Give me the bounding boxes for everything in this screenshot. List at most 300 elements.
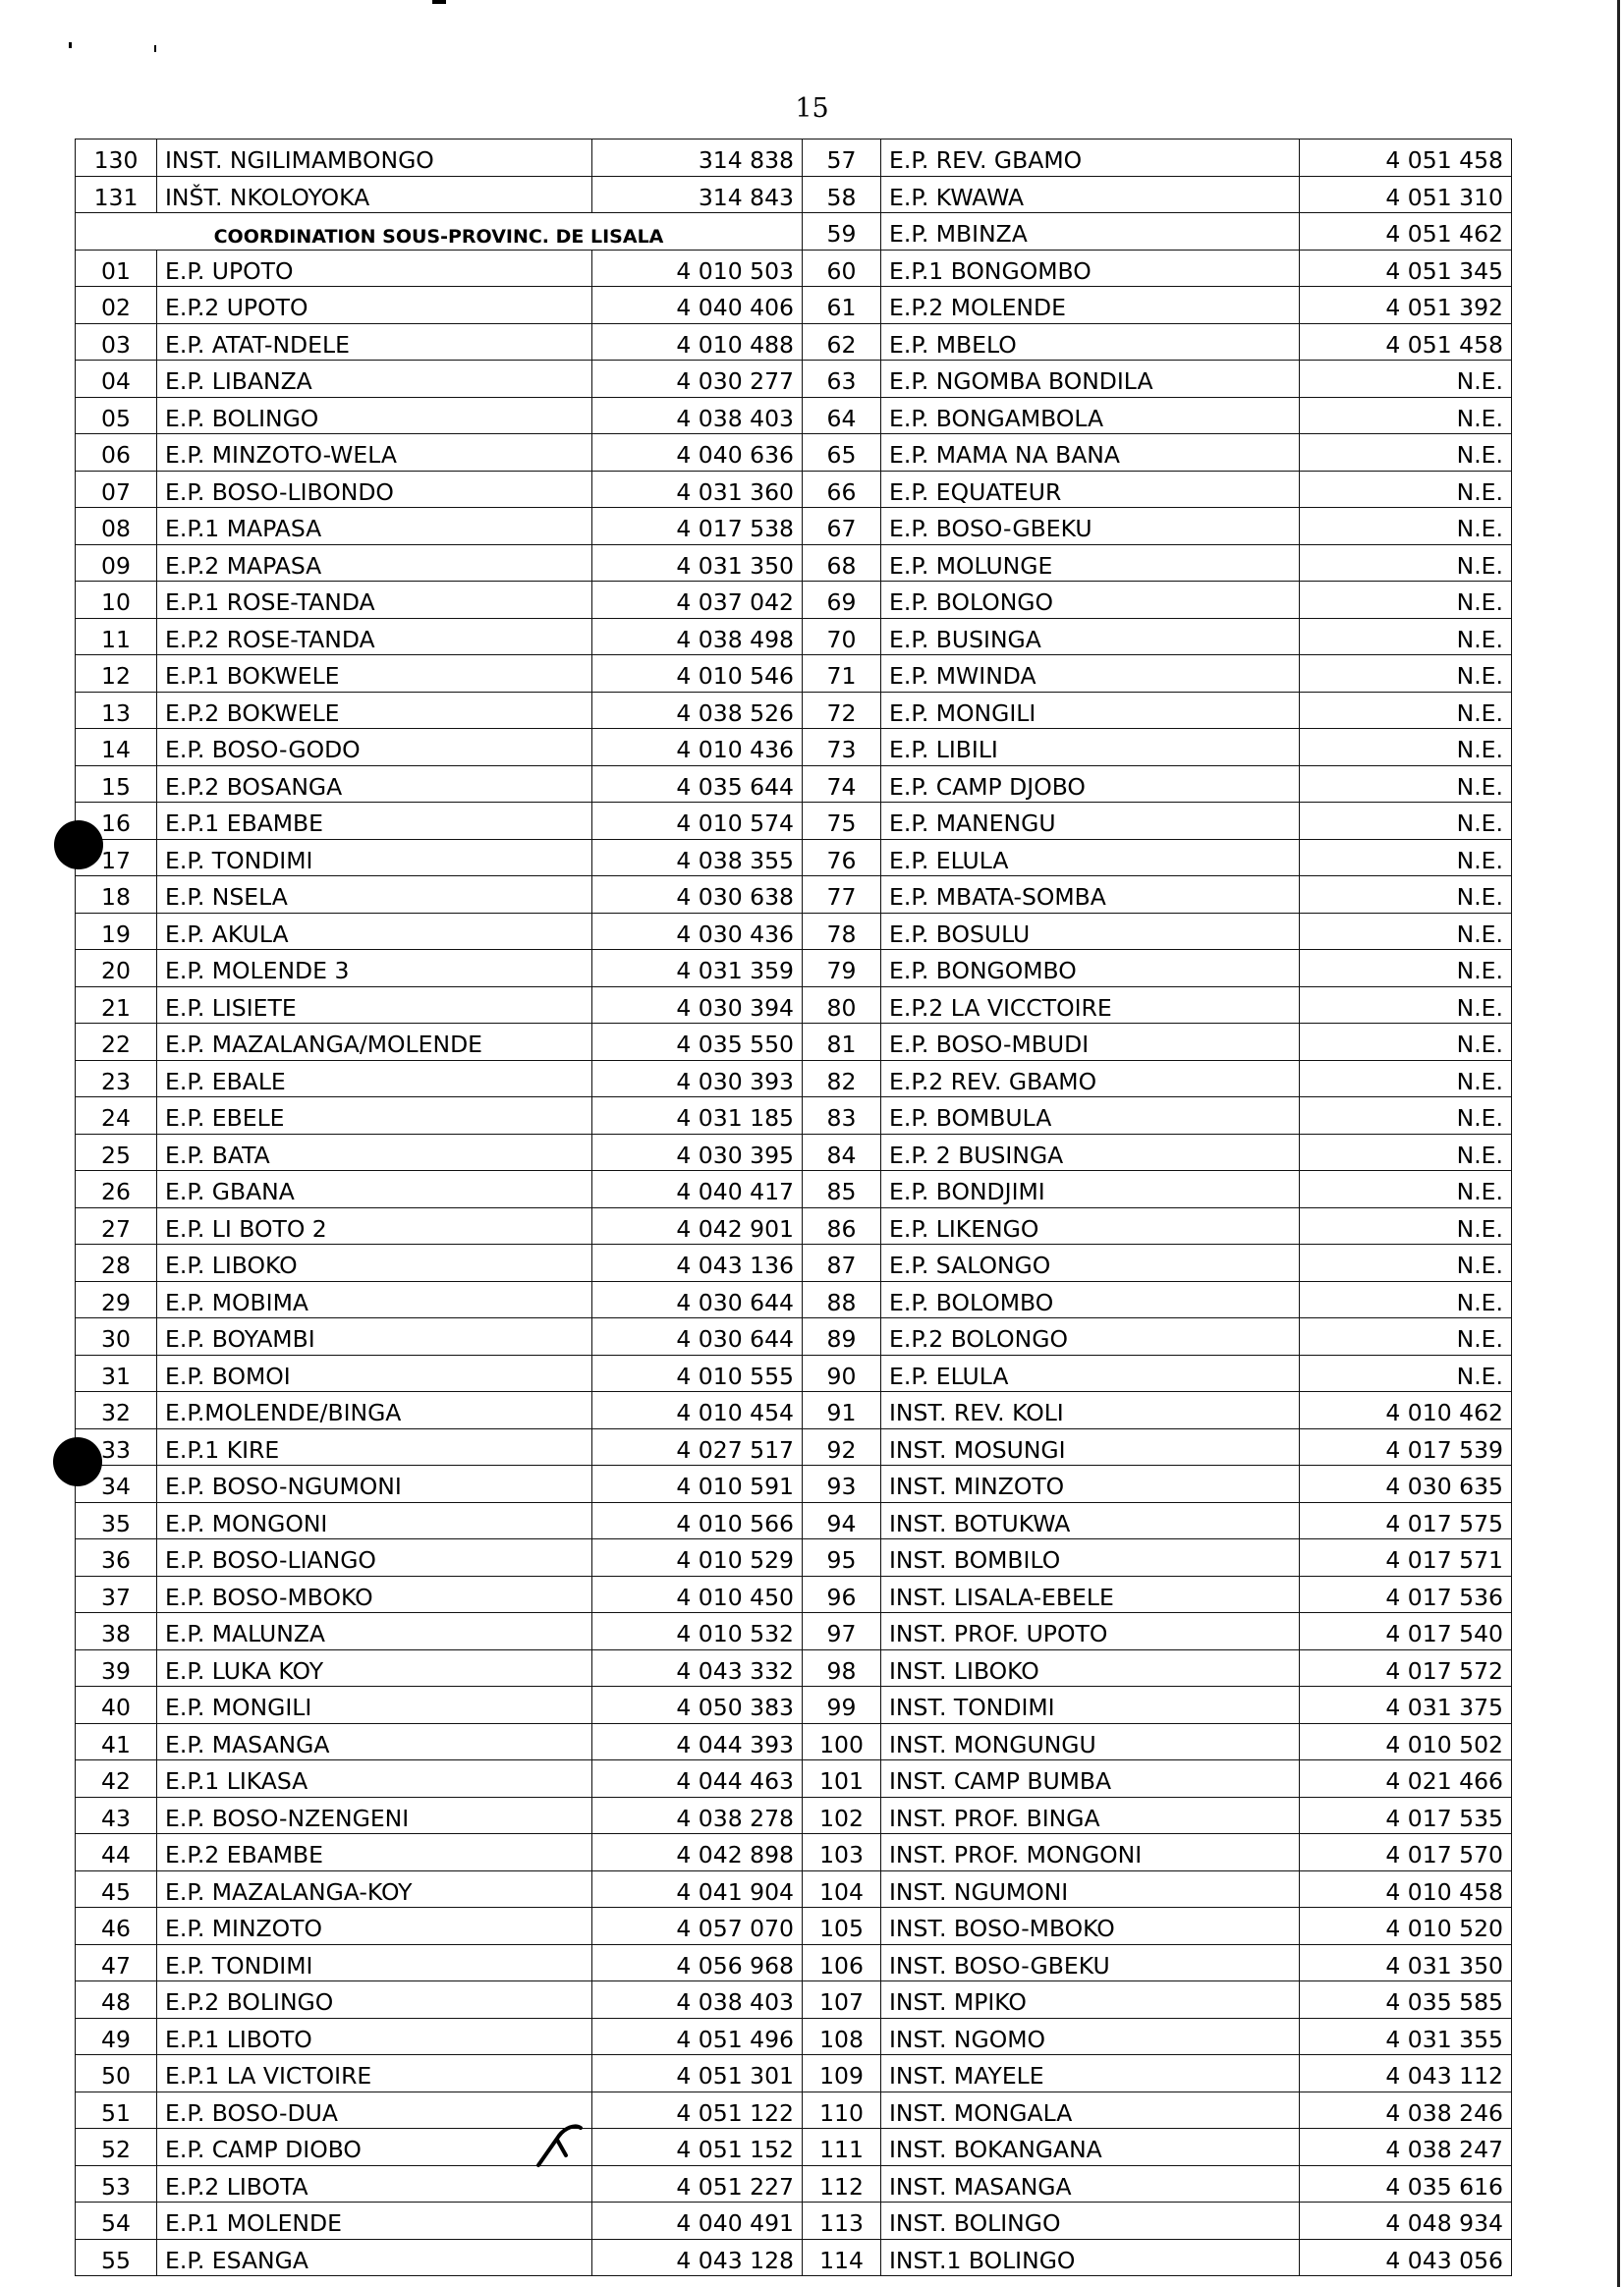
school-code: 4 030 395 — [592, 1134, 803, 1171]
table-row — [76, 1428, 1512, 1466]
school-name: E.P. MINZOTO-WELA — [157, 434, 592, 472]
school-code: 4 035 644 — [592, 765, 803, 803]
row-number: 66 — [803, 471, 881, 508]
table-row — [76, 1060, 1512, 1097]
row-number: 75 — [803, 803, 881, 840]
school-code: 4 037 042 — [592, 582, 803, 619]
row-number: 48 — [76, 1981, 157, 2019]
table-row — [76, 1723, 1512, 1760]
row-number: 39 — [76, 1649, 157, 1687]
school-name: INST. TONDIMI — [881, 1687, 1300, 1724]
school-name: E.P. LUKA KOY — [157, 1649, 592, 1687]
row-number: 113 — [803, 2203, 881, 2240]
row-number: 06 — [76, 434, 157, 472]
school-code: 4 030 644 — [592, 1318, 803, 1356]
school-name: E.P. KWAWA — [881, 176, 1300, 213]
school-code: 4 051 458 — [1300, 139, 1512, 177]
school-name: E.P. BOSO-LIANGO — [157, 1539, 592, 1577]
school-code: N.E. — [1300, 471, 1512, 508]
school-code: 4 035 585 — [1300, 1981, 1512, 2019]
school-code: 4 030 644 — [592, 1281, 803, 1318]
row-number: 107 — [803, 1981, 881, 2019]
school-name: E.P. TONDIMI — [157, 839, 592, 876]
school-code: 4 043 332 — [592, 1649, 803, 1687]
row-number: 45 — [76, 1870, 157, 1908]
table-row — [76, 1134, 1512, 1171]
school-code: 4 051 496 — [592, 2018, 803, 2055]
school-code: 4 038 526 — [592, 692, 803, 729]
row-number: 10 — [76, 582, 157, 619]
school-name: E.P. BOSO-GBEKU — [881, 508, 1300, 545]
row-number: 24 — [76, 1097, 157, 1135]
school-name: E.P. MONGILI — [157, 1687, 592, 1724]
row-number: 63 — [803, 361, 881, 398]
school-name: E.P.1 EBAMBE — [157, 803, 592, 840]
school-code: 4 017 570 — [1300, 1834, 1512, 1871]
row-number: 40 — [76, 1687, 157, 1724]
school-name: E.P.2 BOLINGO — [157, 1981, 592, 2019]
table-row — [76, 176, 1512, 213]
school-name: E.P.2 LIBOTA — [157, 2165, 592, 2203]
school-code: N.E. — [1300, 361, 1512, 398]
school-name: E.P. TONDIMI — [157, 1944, 592, 1981]
row-number: 78 — [803, 913, 881, 950]
school-code: N.E. — [1300, 544, 1512, 582]
school-code: 4 051 345 — [1300, 250, 1512, 287]
school-name: E.P.1 BOKWELE — [157, 655, 592, 693]
school-name: E.P.2 MOLENDE — [881, 287, 1300, 324]
school-code: 4 010 454 — [592, 1392, 803, 1429]
row-number: 95 — [803, 1539, 881, 1577]
row-number: 28 — [76, 1245, 157, 1282]
school-code: 4 038 278 — [592, 1797, 803, 1834]
school-name: E.P. BOLOMBO — [881, 1281, 1300, 1318]
school-code: 4 030 638 — [592, 876, 803, 914]
school-code: 4 050 383 — [592, 1687, 803, 1724]
punch-hole-mark — [53, 1437, 102, 1486]
scan-edge — [1617, 0, 1620, 2287]
row-number: 97 — [803, 1613, 881, 1650]
school-name: E.P. EBALE — [157, 1060, 592, 1097]
school-code: 4 010 436 — [592, 729, 803, 766]
school-name: E.P.2 MAPASA — [157, 544, 592, 582]
row-number: 25 — [76, 1134, 157, 1171]
school-name: E.P. LIBOKO — [157, 1245, 592, 1282]
school-name: E.P. ELULA — [881, 839, 1300, 876]
school-code: N.E. — [1300, 692, 1512, 729]
school-code: N.E. — [1300, 729, 1512, 766]
school-name: INST.1 BOLINGO — [881, 2239, 1300, 2276]
row-number: 27 — [76, 1207, 157, 1245]
table-row — [76, 876, 1512, 914]
row-number: 110 — [803, 2092, 881, 2129]
table-row — [76, 508, 1512, 545]
row-number: 35 — [76, 1502, 157, 1539]
row-number: 13 — [76, 692, 157, 729]
table-row — [76, 544, 1512, 582]
row-number: 01 — [76, 250, 157, 287]
school-name: E.P. ESANGA — [157, 2239, 592, 2276]
school-name: E.P. EQUATEUR — [881, 471, 1300, 508]
page-number: 15 — [795, 93, 829, 124]
row-number: 58 — [803, 176, 881, 213]
school-code: N.E. — [1300, 1245, 1512, 1282]
row-number: 83 — [803, 1097, 881, 1135]
school-name: E.P. CAMP DJOBO — [881, 765, 1300, 803]
school-code: 4 042 901 — [592, 1207, 803, 1245]
school-name: INST. BOMBILO — [881, 1539, 1300, 1577]
school-name: E.P. BOSO-MBOKO — [157, 1576, 592, 1613]
row-number: 79 — [803, 950, 881, 987]
row-number: 55 — [76, 2239, 157, 2276]
row-number: 21 — [76, 986, 157, 1024]
table-row — [76, 434, 1512, 472]
row-number: 70 — [803, 618, 881, 655]
school-name: E.P. LISIETE — [157, 986, 592, 1024]
row-number: 09 — [76, 544, 157, 582]
row-number: 53 — [76, 2165, 157, 2203]
table-row — [76, 803, 1512, 840]
school-name: INST. MAYELE — [881, 2055, 1300, 2092]
row-number: 03 — [76, 323, 157, 361]
school-name: E.P. MINZOTO — [157, 1908, 592, 1945]
school-code: N.E. — [1300, 508, 1512, 545]
school-code: N.E. — [1300, 1207, 1512, 1245]
table-row — [76, 913, 1512, 950]
row-number: 80 — [803, 986, 881, 1024]
row-number: 71 — [803, 655, 881, 693]
school-code: 4 031 375 — [1300, 1687, 1512, 1724]
school-name: E.P. LIBANZA — [157, 361, 592, 398]
table-row — [76, 765, 1512, 803]
row-number: 131 — [76, 176, 157, 213]
row-number: 05 — [76, 397, 157, 434]
row-number: 51 — [76, 2092, 157, 2129]
school-code: 4 030 436 — [592, 913, 803, 950]
row-number: 32 — [76, 1392, 157, 1429]
row-number: 69 — [803, 582, 881, 619]
school-code: 4 038 498 — [592, 618, 803, 655]
row-number: 105 — [803, 1908, 881, 1945]
section-title: COORDINATION SOUS-PROVINC. DE LISALA — [76, 213, 803, 251]
row-number: 99 — [803, 1687, 881, 1724]
school-name: INST. BOSO-GBEKU — [881, 1944, 1300, 1981]
school-code: 4 043 056 — [1300, 2239, 1512, 2276]
row-number: 41 — [76, 1723, 157, 1760]
school-name: E.P. MOBIMA — [157, 1281, 592, 1318]
table-row — [76, 361, 1512, 398]
row-number: 112 — [803, 2165, 881, 2203]
row-number: 89 — [803, 1318, 881, 1356]
row-number: 08 — [76, 508, 157, 545]
table-row — [76, 986, 1512, 1024]
row-number: 106 — [803, 1944, 881, 1981]
school-name: E.P.1 BONGOMBO — [881, 250, 1300, 287]
table-row — [76, 1981, 1512, 2019]
table-row — [76, 471, 1512, 508]
row-number: 60 — [803, 250, 881, 287]
school-code: 4 051 392 — [1300, 287, 1512, 324]
school-name: E.P. LIBILI — [881, 729, 1300, 766]
school-code: 4 035 616 — [1300, 2165, 1512, 2203]
row-number: 04 — [76, 361, 157, 398]
school-name: INST. PROF. BINGA — [881, 1797, 1300, 1834]
school-code: N.E. — [1300, 397, 1512, 434]
school-code: 4 051 310 — [1300, 176, 1512, 213]
row-number: 64 — [803, 397, 881, 434]
school-code: 4 040 636 — [592, 434, 803, 472]
table-row — [76, 2092, 1512, 2129]
school-code: N.E. — [1300, 950, 1512, 987]
school-name: INŠT. NKOLOYOKA — [157, 176, 592, 213]
table-row — [76, 139, 1512, 177]
row-number: 11 — [76, 618, 157, 655]
row-number: 29 — [76, 1281, 157, 1318]
school-name: E.P. NGOMBA BONDILA — [881, 361, 1300, 398]
table-row — [76, 287, 1512, 324]
school-name: E.P. MWINDA — [881, 655, 1300, 693]
row-number: 96 — [803, 1576, 881, 1613]
school-name: INST. NGOMO — [881, 2018, 1300, 2055]
table-row — [76, 1797, 1512, 1834]
school-code: N.E. — [1300, 1318, 1512, 1356]
school-code: N.E. — [1300, 986, 1512, 1024]
row-number: 15 — [76, 765, 157, 803]
row-number: 37 — [76, 1576, 157, 1613]
row-number: 20 — [76, 950, 157, 987]
row-number: 59 — [803, 213, 881, 251]
school-code: 4 040 406 — [592, 287, 803, 324]
school-name: E.P. BOLONGO — [881, 582, 1300, 619]
school-code: 4 030 277 — [592, 361, 803, 398]
school-name: E.P. MOLUNGE — [881, 544, 1300, 582]
school-code: 4 038 246 — [1300, 2092, 1512, 2129]
school-name: E.P. 2 BUSINGA — [881, 1134, 1300, 1171]
school-code: 4 027 517 — [592, 1428, 803, 1466]
row-number: 74 — [803, 765, 881, 803]
table-row — [76, 1502, 1512, 1539]
school-name: E.P. MONGONI — [157, 1502, 592, 1539]
school-name: INST. BOKANGANA — [881, 2129, 1300, 2166]
row-number: 101 — [803, 1760, 881, 1798]
school-name: E.P. BATA — [157, 1134, 592, 1171]
school-code: 4 031 350 — [592, 544, 803, 582]
row-number: 17 — [76, 839, 157, 876]
school-code: 4 017 538 — [592, 508, 803, 545]
school-code: 4 057 070 — [592, 1908, 803, 1945]
school-code: N.E. — [1300, 1355, 1512, 1392]
row-number: 47 — [76, 1944, 157, 1981]
school-code: 4 041 904 — [592, 1870, 803, 1908]
school-name: E.P.2 ROSE-TANDA — [157, 618, 592, 655]
row-number: 90 — [803, 1355, 881, 1392]
table-row — [76, 1760, 1512, 1798]
school-name: E.P. MANENGU — [881, 803, 1300, 840]
school-code: 4 010 574 — [592, 803, 803, 840]
school-code: 4 010 458 — [1300, 1870, 1512, 1908]
row-number: 84 — [803, 1134, 881, 1171]
school-code: N.E. — [1300, 1097, 1512, 1135]
school-code: N.E. — [1300, 618, 1512, 655]
row-number: 104 — [803, 1870, 881, 1908]
table-row — [76, 2165, 1512, 2203]
school-code: 4 051 458 — [1300, 323, 1512, 361]
table-row — [76, 1171, 1512, 1208]
school-name: E.P. ELULA — [881, 1355, 1300, 1392]
table-row — [76, 839, 1512, 876]
school-name: E.P. LIKENGO — [881, 1207, 1300, 1245]
row-number: 31 — [76, 1355, 157, 1392]
row-number: 103 — [803, 1834, 881, 1871]
row-number: 94 — [803, 1502, 881, 1539]
row-number: 92 — [803, 1428, 881, 1466]
school-name: E.P. SALONGO — [881, 1245, 1300, 1282]
school-code: 4 031 355 — [1300, 2018, 1512, 2055]
row-number: 98 — [803, 1649, 881, 1687]
school-name: E.P. BOMOI — [157, 1355, 592, 1392]
school-name: E.P.2 BOSANGA — [157, 765, 592, 803]
school-name: INST. CAMP BUMBA — [881, 1760, 1300, 1798]
school-name: INST. PROF. UPOTO — [881, 1613, 1300, 1650]
school-code: 4 021 466 — [1300, 1760, 1512, 1798]
school-code: 4 044 393 — [592, 1723, 803, 1760]
table-row — [76, 1355, 1512, 1392]
table-row — [76, 1281, 1512, 1318]
row-number: 85 — [803, 1171, 881, 1208]
school-name: E.P. MALUNZA — [157, 1613, 592, 1650]
row-number: 67 — [803, 508, 881, 545]
school-name: E.P. BOSO-DUA — [157, 2092, 592, 2129]
row-number: 49 — [76, 2018, 157, 2055]
table-row — [76, 655, 1512, 693]
school-name: E.P. BOSO-LIBONDO — [157, 471, 592, 508]
row-number: 91 — [803, 1392, 881, 1429]
school-name: E.P. EBELE — [157, 1097, 592, 1135]
school-name: E.P.1 LIKASA — [157, 1760, 592, 1798]
school-code: 4 031 359 — [592, 950, 803, 987]
row-number: 61 — [803, 287, 881, 324]
school-code: N.E. — [1300, 1060, 1512, 1097]
row-number: 12 — [76, 655, 157, 693]
school-code: N.E. — [1300, 434, 1512, 472]
school-name: E.P.2 LA VICCTOIRE — [881, 986, 1300, 1024]
row-number: 72 — [803, 692, 881, 729]
school-name: INST. BOTUKWA — [881, 1502, 1300, 1539]
school-code: 4 010 488 — [592, 323, 803, 361]
table-row — [76, 1613, 1512, 1650]
school-name: INST. NGUMONI — [881, 1870, 1300, 1908]
row-number: 111 — [803, 2129, 881, 2166]
row-number: 82 — [803, 1060, 881, 1097]
school-name: E.P. BOSO-GODO — [157, 729, 592, 766]
row-number: 57 — [803, 139, 881, 177]
row-number: 50 — [76, 2055, 157, 2092]
table-row — [76, 729, 1512, 766]
school-name: E.P. MBINZA — [881, 213, 1300, 251]
row-number: 30 — [76, 1318, 157, 1356]
row-number: 44 — [76, 1834, 157, 1871]
school-code: N.E. — [1300, 839, 1512, 876]
school-code: N.E. — [1300, 1024, 1512, 1061]
row-number: 73 — [803, 729, 881, 766]
school-name: E.P. MAZALANGA/MOLENDE — [157, 1024, 592, 1061]
school-name: E.P. AKULA — [157, 913, 592, 950]
school-name: E.P.2 BOLONGO — [881, 1318, 1300, 1356]
table-row — [76, 397, 1512, 434]
school-name: INST. PROF. MONGONI — [881, 1834, 1300, 1871]
row-number: 36 — [76, 1539, 157, 1577]
school-code: 4 056 968 — [592, 1944, 803, 1981]
school-name: E.P. REV. GBAMO — [881, 139, 1300, 177]
school-code: N.E. — [1300, 1134, 1512, 1171]
school-code: 4 010 503 — [592, 250, 803, 287]
school-name: E.P. UPOTO — [157, 250, 592, 287]
school-code: 4 038 403 — [592, 1981, 803, 2019]
table-row — [76, 1834, 1512, 1871]
row-number: 130 — [76, 139, 157, 177]
table-row — [76, 692, 1512, 729]
school-code: N.E. — [1300, 913, 1512, 950]
school-code: 4 040 417 — [592, 1171, 803, 1208]
school-code: 4 030 393 — [592, 1060, 803, 1097]
school-code: 4 017 575 — [1300, 1502, 1512, 1539]
table-row — [76, 1097, 1512, 1135]
table-row — [76, 2129, 1512, 2166]
school-name: E.P. GBANA — [157, 1171, 592, 1208]
row-number: 46 — [76, 1908, 157, 1945]
table-body — [76, 139, 1512, 2276]
school-name: E.P. BOSO-NZENGENI — [157, 1797, 592, 1834]
table-row — [76, 1908, 1512, 1945]
school-name: E.P. BOSO-MBUDI — [881, 1024, 1300, 1061]
school-name: INST. LIBOKO — [881, 1649, 1300, 1687]
row-number: 07 — [76, 471, 157, 508]
school-code: 4 010 450 — [592, 1576, 803, 1613]
school-code: 4 010 529 — [592, 1539, 803, 1577]
school-name: E.P. MOLENDE 3 — [157, 950, 592, 987]
table-row — [76, 1245, 1512, 1282]
school-name: E.P. MAZALANGA-KOY — [157, 1870, 592, 1908]
school-name: E.P. BONGAMBOLA — [881, 397, 1300, 434]
school-code: 4 051 227 — [592, 2165, 803, 2203]
row-number: 87 — [803, 1245, 881, 1282]
table-row — [76, 582, 1512, 619]
school-code: 4 017 571 — [1300, 1539, 1512, 1577]
school-name: E.P.MOLENDE/BINGA — [157, 1392, 592, 1429]
table-row — [76, 950, 1512, 987]
row-number: 100 — [803, 1723, 881, 1760]
school-name: E.P. MAMA NA BANA — [881, 434, 1300, 472]
table-row — [76, 1466, 1512, 1503]
school-name: INST. MASANGA — [881, 2165, 1300, 2203]
school-name: E.P. ATAT-NDELE — [157, 323, 592, 361]
school-code: N.E. — [1300, 876, 1512, 914]
scan-mark — [69, 42, 72, 48]
row-number: 68 — [803, 544, 881, 582]
row-number: 16 — [76, 803, 157, 840]
school-code: 4 031 350 — [1300, 1944, 1512, 1981]
row-number: 108 — [803, 2018, 881, 2055]
row-number: 102 — [803, 1797, 881, 1834]
row-number: 77 — [803, 876, 881, 914]
school-code: 4 030 394 — [592, 986, 803, 1024]
row-number: 33 — [76, 1428, 157, 1466]
school-code: 4 030 635 — [1300, 1466, 1512, 1503]
row-number: 38 — [76, 1613, 157, 1650]
school-code: 4 051 301 — [592, 2055, 803, 2092]
school-name: E.P.1 MOLENDE — [157, 2203, 592, 2240]
row-number: 62 — [803, 323, 881, 361]
